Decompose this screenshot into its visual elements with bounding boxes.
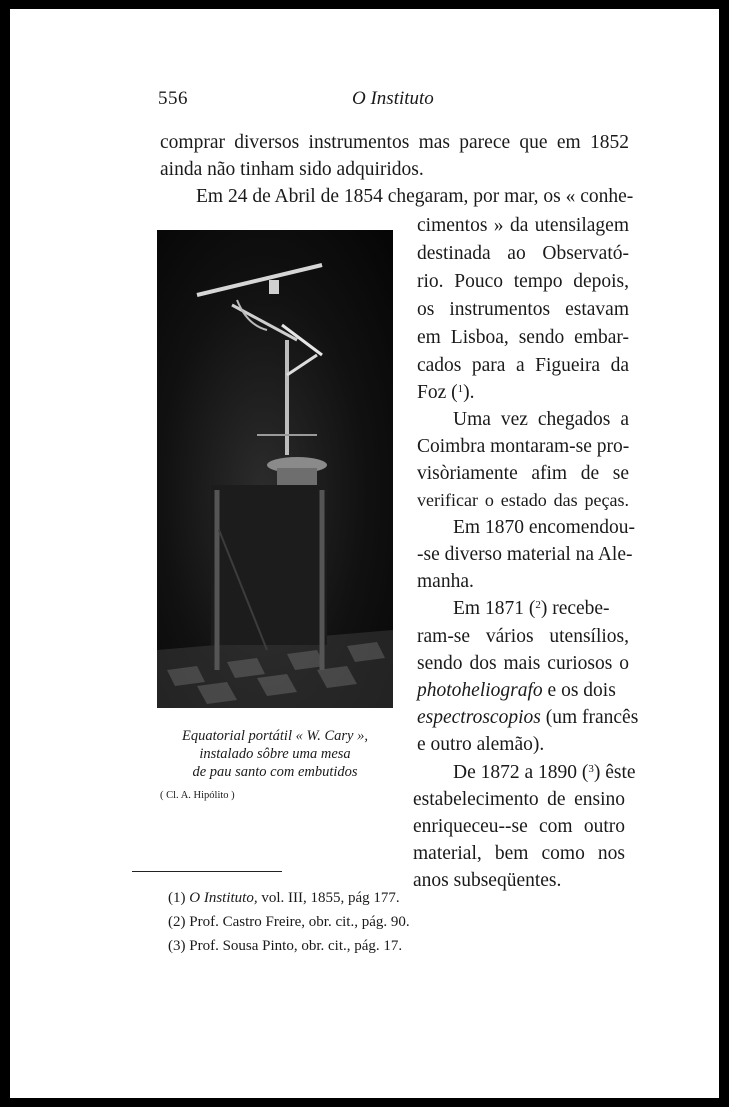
- body-line: cados para a Figueira da: [417, 355, 629, 376]
- figure-caption: Equatorial portátil « W. Cary »,: [182, 728, 368, 744]
- telescope-photo: [157, 230, 393, 708]
- footnote-divider: [132, 871, 282, 872]
- telescope-illustration: [157, 230, 393, 708]
- footnote: (3) Prof. Sousa Pinto, obr. cit., pág. 17.: [168, 938, 403, 954]
- body-line: anos subseqüentes.: [413, 870, 562, 891]
- figure-caption: instalado sôbre uma mesa: [199, 746, 351, 762]
- footnote-ref: 1: [457, 383, 464, 395]
- body-line: ram-se vários utensílios,: [417, 626, 629, 647]
- figure-caption: de pau santo com embutidos: [192, 764, 358, 780]
- body-line: rio. Pouco tempo depois,: [417, 271, 629, 292]
- body-line: sendo dos mais curiosos o: [417, 653, 629, 674]
- footnote: (1) O Instituto, vol. III, 1855, pág 177.: [168, 890, 400, 906]
- body-line: ainda não tinham sido adquiridos.: [160, 159, 424, 180]
- body-line: photoheliografo e os dois: [417, 680, 616, 701]
- body-line: Em 24 de Abril de 1854 chegaram, por mar, os « conhe-: [196, 186, 634, 207]
- body-line: os instrumentos estavam: [417, 299, 629, 320]
- body-line: estabelecimento de ensino: [413, 789, 625, 810]
- page-number: 556: [158, 88, 188, 109]
- body-line: Em 1870 encomendou-: [453, 517, 635, 538]
- body-line: Uma vez chegados a: [453, 409, 629, 430]
- photo-credit: ( Cl. A. Hipólito ): [160, 790, 235, 801]
- body-line: manha.: [417, 571, 474, 592]
- footnote: (2) Prof. Castro Freire, obr. cit., pág. 90.: [168, 914, 410, 930]
- body-line: espectroscopios (um francês: [417, 707, 639, 728]
- body-line: e outro alemão).: [417, 734, 545, 755]
- body-line: Coimbra montaram-se pro-: [417, 436, 630, 457]
- body-line: De 1872 a 1890 ($^3$) êste: [453, 762, 636, 783]
- footnote-ref: 2: [535, 599, 541, 611]
- footnote-ref: 3: [588, 763, 594, 775]
- body-line: destinada ao Observató-: [417, 243, 629, 264]
- body-line: cimentos » da utensilagem: [417, 215, 629, 236]
- body-line: -se diverso material na Ale-: [417, 544, 633, 565]
- body-line: material, bem como nos: [413, 843, 625, 864]
- body-line: visòriamente afim de se: [417, 463, 629, 484]
- body-line: comprar diversos instrumentos mas parece que em 1852: [160, 132, 629, 153]
- body-line: em Lisboa, sendo embar-: [417, 327, 629, 348]
- body-line: enriqueceu--se com outro: [413, 816, 625, 837]
- body-line: Foz ($^1$).: [417, 382, 475, 403]
- running-title: O Instituto: [352, 88, 434, 109]
- body-line: Em 1871 ($^2$) recebe-: [453, 598, 610, 619]
- body-line: verificar o estado das peças.: [417, 490, 629, 510]
